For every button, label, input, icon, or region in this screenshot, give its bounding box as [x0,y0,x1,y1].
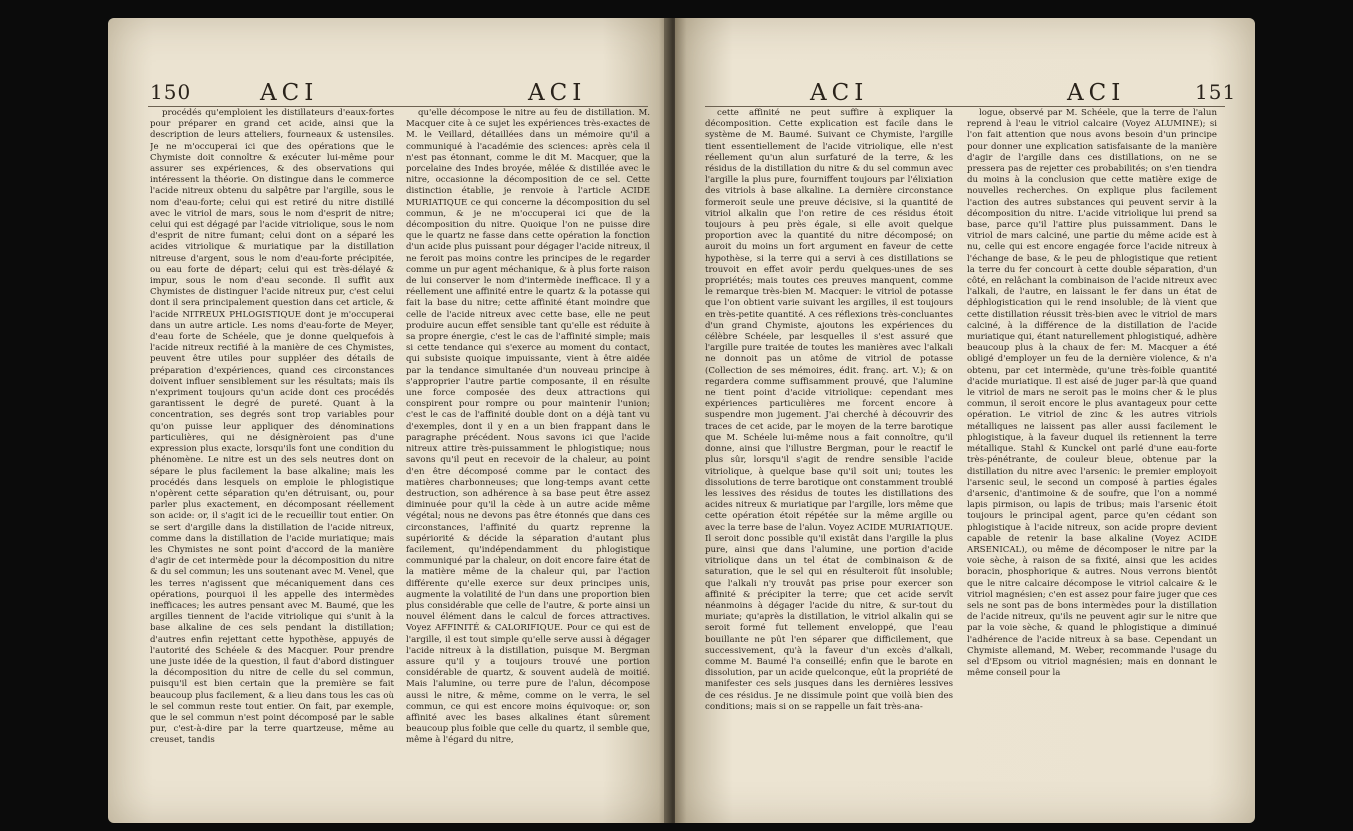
right-column-2-text: logue, observé par M. Schéele, que la terre de l'alun reprend à l'eau le vitriol calcaire (Voyez ALUMINE); si l'on fait attention que nous avons besoin d'un principe pour donner une explication satisfaisante de la manière d'agir de l'argille dans ces distillations, on ne se pressera pas de rejetter ces probabilités; on s'en tiendra du moins à la conclusion que cette matière exige de nouvelles recherches. On explique plus facilement l'action des autres substances qui peuvent servir à la décomposition du nitre. L'acide vitriolique lui prend sa base, parce qu'il l'attire plus puissamment. Dans le vitriol de mars calciné, une partie du même acide est à nu, celle qui est encore engagée force l'acide nitreux à l'échange de base, & le peu de phlogistique que retient la terre du fer concourt à cette double séparation, d'un côté, en relâchant la combinaison de l'acide nitreux avec l'alkali, de l'autre, en laissant le fer dans un état de déphlogistication qui le rend insoluble; de là vient que cette distillation réussit très-bien avec le vitriol de mars calciné, à la différence de la distillation de l'acide muriatique qui, étant naturellement phlogistiqué, adhère beaucoup plus à la chaux de fer: M. Macquer a été obligé d'employer un feu de la dernière violence, & n'a obtenu, par cet intermède, qu'une très-foible quantité d'acide muriatique. Il est aisé de juger par-là que quand le vitriol de mars ne seroit pas le moins cher & le plus commun, il seroit encore le plus avantageux pour cette opération. Le vitriol de zinc & les autres vitriols métalliques ne laissent pas aller aussi facilement le phlogistique, à la faveur duquel ils retiennent la terre métallique. Stahl & Kunckel ont parlé d'une eau-forte très-pénétrante, de couleur bleue, obtenue par la distillation du nitre avec l'arsenic: le premier employoit l'arsenic seul, le second un composé à parties égales d'arsenic, d'antimoine & de soufre, que l'on a nommé lapis pirmison, ou lapis de tribus; mais l'arsenic étoit toujours le principal agent, parce qu'en cédant son phlogistique à l'acide nitreux, son acide propre devient capable de retenir la base alkaline (Voyez ACIDE ARSENICAL), ou même de décomposer le nitre par la voie sèche, à raison de sa fixité, ainsi que les acides boracin, phosphorique & autres. Nous verrons bientôt que le nitre calcaire décompose le vitriol calcaire & le vitriol magnésien; c'en est assez pour faire juger que ces sels ne sont pas de bons intermèdes pour la distillation de l'acide nitreux, qu'ils ne peuvent agir sur le nitre que par la voie sèche, & quand le phlogistique a diminué l'adhérence de l'acide nitreux à sa base. Cependant un Chymiste allemand, M. Weber, recommande l'usage du sel d'Epsom ou vitriol magnésien; mais en donnant le même conseil pour la [967,108,1217,679]
right-head-rule [705,106,1225,107]
left-running-head-1: ACI [260,80,319,106]
left-column-1 [150,108,394,823]
left-column-2-text: qu'elle décompose le nitre au feu de distillation. M. Macquer cite à ce sujet les expériences très-exactes de M. le Veillard, détaillées dans un mémoire qu'il a communiqué à l'académie des sciences: après cela il n'est pas étonnant, comme le dit M. Macquer, que la porcelaine des Indes broyée, mêlée & distillée avec le nitre, occasionne la décomposition de ce sel. Cette distinction établie, je renvoie à l'article ACIDE MURIATIQUE ce qui concerne la décomposition du sel commun, & je ne m'occuperai ici que de la décomposition du nitre. Quoique l'on ne puisse dire que le quartz ne fasse dans cette opération la fonction d'un acide plus puissant pour dégager l'acide nitreux, il ne feroit pas moins contre les principes de le regarder comme un pur agent méchanique, & à plus forte raison de lui conserver le nom d'intermède inefficace. Il y a réellement une affinité entre le quartz & la potasse qui fait la base du nitre; cette affinité étant moindre que celle de l'acide nitreux avec cette base, elle ne peut produire aucun effet sensible tant qu'elle est réduite à sa propre énergie, c'est le cas de l'affinité simple; mais si cette tendance qui s'exerce au moment du contact, qui subsiste quoique impuissante, vient à être aidée par la tendance simultanée d'un nouveau principe à s'approprier l'autre partie composante, il en résulte une force composée des deux attractions qui conspirent pour rompre ou pour maintenir l'union; c'est le cas de l'affinité double dont on a déjà tant vu d'exemples, dont il y en a un bien frappant dans le paragraphe précédent. Nous savons ici que l'acide nitreux attire très-puissamment le phlogistique; nous savons qu'il peut en recevoir de la chaleur, au point d'en être décomposé comme par le contact des matières charbonneuses; que long-temps avant cette destruction, son adhérence à sa base peut être assez diminuée pour qu'il la cède à un autre acide même végétal; nous ne devons pas être étonnés que dans ces circonstances, l'affinité du quartz reprenne la supériorité & décide la séparation d'autant plus facilement, qu'indépendamment du phlogistique communiqué par la chaleur, on doit encore faire état de la matière même de la chaleur qui, par l'action différente qu'elle exerce sur deux principes unis, augmente la volatilité de l'un dans une proportion bien plus considérable que celle de l'autre, & porte ainsi un nouvel élément dans le calcul de forces attractives. Voyez AFFINITÉ & CALORIFIQUE. Pour ce qui est de l'argille, il est tout simple qu'elle serve aussi à dégager l'acide nitreux à la distillation, puisque M. Bergman assure qu'il y a toujours trouvé une portion considérable de quartz, & souvent audelà de moitié. Mais l'alumine, ou terre pure de l'alun, décompose aussi le nitre, & même, comme on le verra, le sel commun, ce qui est encore moins équivoque: or, son affinité avec les bases alkalines étant sûrement beaucoup plus foible que celle du quartz, il semble que, même à l'égard du nitre, [406,108,650,746]
right-column-2 [967,108,1217,823]
left-column-2 [406,108,650,823]
right-column-1 [705,108,953,823]
right-running-head-2: ACI [1067,80,1126,106]
right-page [675,18,1255,823]
right-page-number: 151 [1195,80,1237,104]
left-page-number: 150 [150,80,192,104]
right-column-1-text: cette affinité ne peut suffire à expliquer la décomposition. Cette explication est facile dans le système de M. Baumé. Suivant ce Chymiste, l'argille tient essentiellement de l'acide vitriolique, elle n'est réellement qu'un alun surfaturé de la terre, & les résidus de la distillation du nitre & du sel commun avec l'argille la plus pure, fourniffent toujours par l'élixiation des vitriols à base alkaline. La dernière circonstance formeroit seule une preuve décisive, si la quantité de vitriol alkalin que l'on retire de ces résidus étoit toujours à peu près égale, si elle avoit quelque proportion avec la quantité du nitre décomposé; on auroit du moins un fort argument en faveur de cette hypothèse, si la terre qui a servi à ces distillations se trouvoit en effet avoir perdu quelques-unes de ses propriétés; mais toutes ces preuves manquent, comme le remarque très-bien M. Macquer: le vitriol de potasse que l'on obtient varie suivant les argilles, il est toujours en très-petite quantité. A ces réflexions très-concluantes d'un grand Chymiste, ajoutons les expériences du célèbre Schéele, par lesquelles il s'est assuré que l'argille pure traitée de toutes les manières avec l'alkali ne donnoit pas un atôme de vitriol de potasse (Collection de ses mémoires, édit. franç. art. V.); & on regardera comme suffisamment prouvé, que l'alumine ne tient point d'acide vitriolique: cependant mes expériences particulières me forcent encore à suspendre mon jugement. J'ai cherché à découvrir des traces de cet acide, par le moyen de la terre barotique que M. Schéele lui-même nous a fait connoître, qu'il donne, ainsi que l'illustre Bergman, pour le reactif le plus sûr, lorsqu'il s'agit de rendre sensible l'acide vitriolique, à quelque base qu'il soit uni; toutes les dissolutions de terre barotique ont constamment troublé les lessives des résidus de toutes les distillations des acides nitreux & muriatique par l'argille, lors même que cette opération étoit répétée sur la même argille ou avec la terre base de l'alun. Voyez ACIDE MURIATIQUE. Il seroit donc possible qu'il existât dans l'argille la plus pure, ainsi que dans l'alumine, une portion d'acide vitriolique dans un tel état de combinaison & de saturation, que le sel qui en résulteroit fût insoluble; que l'alkali n'y trouvât pas prise pour exercer son affinité & précipiter la terre; que cet acide servît néanmoins à dégager l'acide du nitre, & sur-tout du muriate; qu'après la distillation, le vitriol alkalin qui se seroit formé fut tellement enveloppé, que l'eau bouillante ne pût l'en séparer que difficilement, que successivement, qu'à la faveur d'un excès d'alkali, comme M. Baumé l'a conseillé; enfin que le barote en dissolution, par un acide quelconque, eût la propriété de manifester ces sels jusques dans les dernières lessives de ces résidus. Je ne dissimule point que voilà bien des conditions; mais si on se rappelle un fait très-ana- [705,108,953,712]
left-running-head-2: ACI [528,80,587,106]
left-head-rule [148,106,648,107]
right-running-head-1: ACI [810,80,869,106]
left-page [108,18,670,823]
left-column-1-text: procédés qu'emploient les distillateurs d'eaux-fortes pour préparer en grand cet acide, ainsi que la description de leurs atteliers, fourneaux & ustensiles. Je ne m'occuperai ici que des opérations que le Chymiste doit connoître & exécuter lui-même pour assurer ses expériences, & des observations qui intéressent la théorie. On distingue dans le commerce l'acide nitreux obtenu du salpêtre par l'argille, sous le nom d'eau-forte; celui qui est retiré du nitre distillé avec le vitriol de mars, sous le nom d'esprit de nitre; celui qui est dégagé par l'acide vitriolique, sous le nom d'esprit de nitre fumant; celui dont on a séparé les acides vitriolique & muriatique par la distillation nitreuse d'argent, sous le nom d'eau-forte précipitée, ou eau forte de départ; celui qui est très-délayé & impur, sous le nom d'eau seconde. Il suffit aux Chymistes de distinguer l'acide nitreux pur, c'est celui dont il sera principalement question dans cet article, & l'acide NITREUX PHLOGISTIQUE dont je m'occuperai dans un autre article. Les noms d'eau-forte de Meyer, d'eau forte de Schéele, que je donne quelquefois à l'acide nitreux rectifié à la manière de ces Chymistes, peuvent être utiles pour suppléer des détails de préparation d'expériences, quand ces circonstances doivent influer sensiblement sur les résultats; mais ils n'expriment toujours qu'un acide dont ces procédés garantissent le degré de pureté. Quant à la concentration, ses degrés sont trop variables pour qu'on puisse leur appliquer des dénominations particulières, qui ne désignèroient pas d'une expression plus exacte, lorsqu'ils font une condition du phénomène. Le nitre est un des sels neutres dont on sépare le plus facilement la base alkaline; mais les procédés dans lesquels on emploie le phlogistique n'opèrent cette séparation qu'en détruisant, ou, pour parler plus exactement, en décomposant réellement son acide: or, il s'agit ici de le recueillir tout entier. On se sert d'argille dans la distillation de l'acide nitreux, comme dans la distillation de l'acide muriatique; mais les Chymistes ne sont point d'accord de la manière d'agir de cet intermède pour la décomposition du nitre & du sel commun; les uns soutenant avec M. Venel, que les terres n'agissent que mécaniquement dans ces opérations, pourquoi il les appelle des intermèdes inefficaces; les autres pensant avec M. Baumé, que les argilles tiennent de l'acide vitriolique qui s'unit à la base alkaline de ces sels pendant la distillation; d'autres enfin rejettant cette hypothèse, appuyés de l'autorité des Schéele & des Macquer. Pour prendre une juste idée de la question, il faut d'abord distinguer la décomposition du nitre de celle du sel commun, puisqu'il est bien certain que la première se fait beaucoup plus facilement, & a lieu dans tous les cas où le sel commun reste tout entier. On fait, par exemple, que le sel commun n'est point décomposé par le sable pur, c'est-à-dire par la terre quartzeuse, même au creuset, tandis [150,108,394,746]
